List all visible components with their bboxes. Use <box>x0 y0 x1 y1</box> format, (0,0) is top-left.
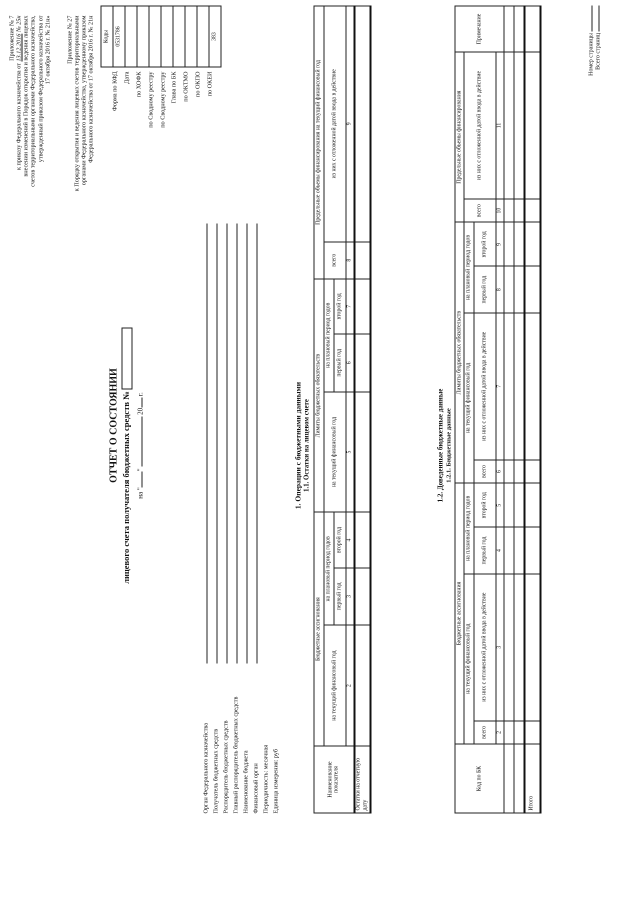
col-num: 9 <box>496 222 504 266</box>
total-row-label: Итого <box>524 744 540 813</box>
table-cell <box>504 222 514 266</box>
field-budget: Наименование бюджета <box>242 213 252 813</box>
col-num: 7 <box>346 278 354 333</box>
table-cell <box>514 527 524 573</box>
codes-labels <box>111 71 218 165</box>
lbo-second-header: второй год <box>334 278 346 333</box>
col-num: 6 <box>346 333 354 391</box>
appendix7-line5: утвержденный приказом Федерального казначейства от <box>36 15 44 162</box>
table-cell <box>514 199 524 222</box>
code-oktmo <box>185 6 197 67</box>
table-cell <box>504 6 514 52</box>
table-cell <box>524 222 540 266</box>
section2-subtitle: 1.2.1. Бюджетные данные <box>445 407 452 483</box>
table-cell <box>514 573 524 720</box>
col-num: 3 <box>496 573 504 720</box>
table-cell <box>514 483 524 527</box>
appendix27-block <box>66 15 95 305</box>
pages-total: Всего страниц <box>595 5 602 145</box>
col-name-header: Наименование показателя <box>314 746 354 813</box>
page-number: Номер страницы <box>588 5 595 145</box>
code-label-form: Форма по КФД <box>111 71 118 111</box>
code-label-chapter-bk: Глава по БК <box>170 71 178 103</box>
appendix7-line3: внесении изменений в Порядок открытия и ведения лицевых <box>22 15 30 177</box>
code-label-date: Дата <box>122 71 130 84</box>
appendix7-number: № 25н <box>15 15 23 32</box>
appendix27-line4: Федерального казначейства от 17 октября 2016 г. № 21н <box>87 15 95 163</box>
col-num: 4 <box>346 512 354 567</box>
pof-total-header: всего <box>324 241 346 278</box>
appendix7-line6: 17 октября 2016 г. № 21н» <box>43 15 51 84</box>
table-cell <box>524 199 540 222</box>
code-label-hofk: по ХОФК <box>134 71 142 97</box>
ba-second-header: второй год <box>474 483 496 527</box>
ba-plan-header: на плановый период годов <box>324 512 334 625</box>
col-ba-header: Бюджетные ассигнования <box>314 512 324 746</box>
code-label-okei: по ОКЕИ <box>206 71 214 96</box>
field-ofk: Орган Федерального казначейства <box>202 213 212 813</box>
table-cell <box>504 483 514 527</box>
table-cell <box>504 459 514 482</box>
table-cell <box>354 241 370 278</box>
field-distributor: Распорядитель бюджетных средств <box>222 213 232 813</box>
col-num: 3 <box>346 567 354 625</box>
code-registry-1 <box>149 6 161 67</box>
table-cell <box>514 222 524 266</box>
appendix7-block <box>8 15 51 305</box>
table-cell <box>524 51 540 198</box>
table-cell <box>524 573 540 720</box>
report-subtitle: лицевого счета получателя бюджетных средств № <box>121 285 132 625</box>
col-lbo-header: Лимиты бюджетных обязательств <box>314 278 324 512</box>
table-cell <box>354 567 370 625</box>
codes-header: Коды <box>101 6 113 67</box>
ba-plan-header: на плановый период годов <box>464 483 474 573</box>
page-counter <box>588 5 602 145</box>
field-main-distributor: Главный распорядитель бюджетных средств <box>232 213 242 813</box>
table-cell <box>504 312 514 459</box>
table-cell <box>514 720 524 743</box>
col-num: 10 <box>496 199 504 222</box>
col-num: 5 <box>346 391 354 512</box>
field-recipient: Получатель бюджетных средств <box>212 213 222 813</box>
table-cell <box>354 625 370 746</box>
lbo-first-header: первый год <box>474 266 496 312</box>
code-date <box>125 6 137 67</box>
appendix27-line3: органами Федерального казначейства, утвержденному приказом <box>80 15 88 185</box>
pof-total-header: всего <box>464 199 496 222</box>
table-cell <box>504 720 514 743</box>
field-unit: Единица измерения: руб <box>272 748 279 813</box>
balances-table <box>313 5 371 813</box>
col-num: 2 <box>496 720 504 743</box>
codes-table <box>100 5 221 67</box>
report-date: на "" 20 г. <box>136 391 144 499</box>
code-label-registry-2: по Сводному реестру <box>158 71 166 128</box>
col-num: 2 <box>346 625 354 746</box>
col-note-header: Примечание <box>455 6 504 52</box>
code-label-okpo: по ОКПО <box>194 71 202 97</box>
code-form: 0531786 <box>113 6 125 67</box>
ba-current-header: на текущий финансовый год <box>464 573 474 743</box>
col-num: 7 <box>496 312 504 459</box>
table-cell <box>514 312 524 459</box>
col-num: 6 <box>496 459 504 482</box>
ba-total-header: всего <box>474 720 496 743</box>
lbo-plan-header: на плановый период годов <box>464 222 474 312</box>
balance-row-label: Остатки на отчетную дату <box>354 746 370 813</box>
table-cell <box>514 744 524 813</box>
col-num: 9 <box>346 6 354 242</box>
appendix27-line1: Приложение № 27 <box>66 15 73 64</box>
table-cell <box>524 266 540 312</box>
col-num: 5 <box>496 483 504 527</box>
col-ba-header: Бюджетные ассигнования <box>455 483 464 744</box>
account-number-box <box>121 327 132 389</box>
col-pof-header: Предельные объемы финансирования <box>455 51 464 221</box>
appendix7-line1: Приложение № 7 <box>8 15 15 61</box>
lbo-plan-header: на плановый период годов <box>324 278 334 391</box>
code-registry-2 <box>161 6 173 67</box>
appendix7-date: 13.12.2016 <box>15 33 23 62</box>
ba-second-header: второй год <box>334 512 346 567</box>
report-title: ОТЧЕТ О СОСТОЯНИИ <box>108 367 119 483</box>
section1-title: 1. Операции с бюджетными данными <box>293 381 302 509</box>
code-okei: 383 <box>209 6 221 67</box>
lbo-current-header: на текущий финансовый год <box>324 391 346 512</box>
section1-subtitle: 1.1. Остатки на лицевом счете <box>303 398 310 492</box>
ba-first-header: первый год <box>474 527 496 573</box>
table-cell <box>504 266 514 312</box>
section2-title: 1.2. Доведенные бюджетные данные <box>436 388 444 502</box>
table-cell <box>504 527 514 573</box>
code-label-oktmo: по ОКТМО <box>182 71 190 102</box>
appendix7-line4: счетов территориальными органами Федерального казначейства, <box>29 15 37 187</box>
col-num: 8 <box>496 266 504 312</box>
table-cell <box>354 512 370 567</box>
lbo-incl-header: из них с отложенной датой ввода в действие <box>474 312 496 459</box>
budget-data-table <box>454 5 541 813</box>
lbo-second-header: второй год <box>474 222 496 266</box>
fields-block <box>202 213 282 813</box>
appendix27-line2: к Порядку открытия и ведения лицевых счетов территориальными <box>73 15 81 191</box>
code-hofk <box>137 6 149 67</box>
col-pof-header: Предельные объемы финансирования на текущий финансовый год <box>314 6 324 279</box>
table-cell <box>524 483 540 527</box>
table-cell <box>514 51 524 198</box>
ba-current-header: на текущий финансовый год <box>324 625 346 746</box>
col-num: 11 <box>496 51 504 198</box>
table-cell <box>524 527 540 573</box>
table-cell <box>514 6 524 52</box>
table-cell <box>504 573 514 720</box>
table-cell <box>354 391 370 512</box>
code-chapter-bk <box>173 6 185 67</box>
lbo-total-header: всего <box>474 459 496 482</box>
table-cell <box>524 459 540 482</box>
table-cell <box>504 51 514 198</box>
table-cell <box>514 459 524 482</box>
ba-incl-header: из них с отложенной датой ввода в действие <box>474 573 496 720</box>
lbo-current-header: на текущий финансовый год <box>464 312 474 482</box>
pof-incl-header: из них с отложенной датой ввода в действие <box>324 6 346 242</box>
table-cell <box>504 744 514 813</box>
appendix7-line2: к приказу Федерального казначейства от 13.12.2016 № 25н <box>15 15 23 170</box>
pof-incl-header: из них с отложенной датой ввода в действие <box>464 51 496 198</box>
table-cell <box>354 333 370 391</box>
table-cell <box>504 199 514 222</box>
col-num: 8 <box>346 241 354 278</box>
col-num: 4 <box>496 527 504 573</box>
table-cell <box>514 266 524 312</box>
code-okpo <box>197 6 209 67</box>
code-label-registry-1: по Сводному реестру <box>146 71 154 128</box>
ba-first-header: первый год <box>334 567 346 625</box>
table-cell <box>354 278 370 333</box>
table-cell <box>524 720 540 743</box>
table-cell <box>524 312 540 459</box>
table-cell <box>354 6 370 242</box>
table-cell <box>524 6 540 52</box>
field-financial-body: Финансовый орган <box>252 213 262 813</box>
lbo-first-header: первый год <box>334 333 346 391</box>
col-lbo-header: Лимиты бюджетных обязательств <box>455 222 464 483</box>
col-kbk-header: Код по БК <box>455 744 504 813</box>
field-periodicity: Периодичность: месячная <box>262 744 269 813</box>
